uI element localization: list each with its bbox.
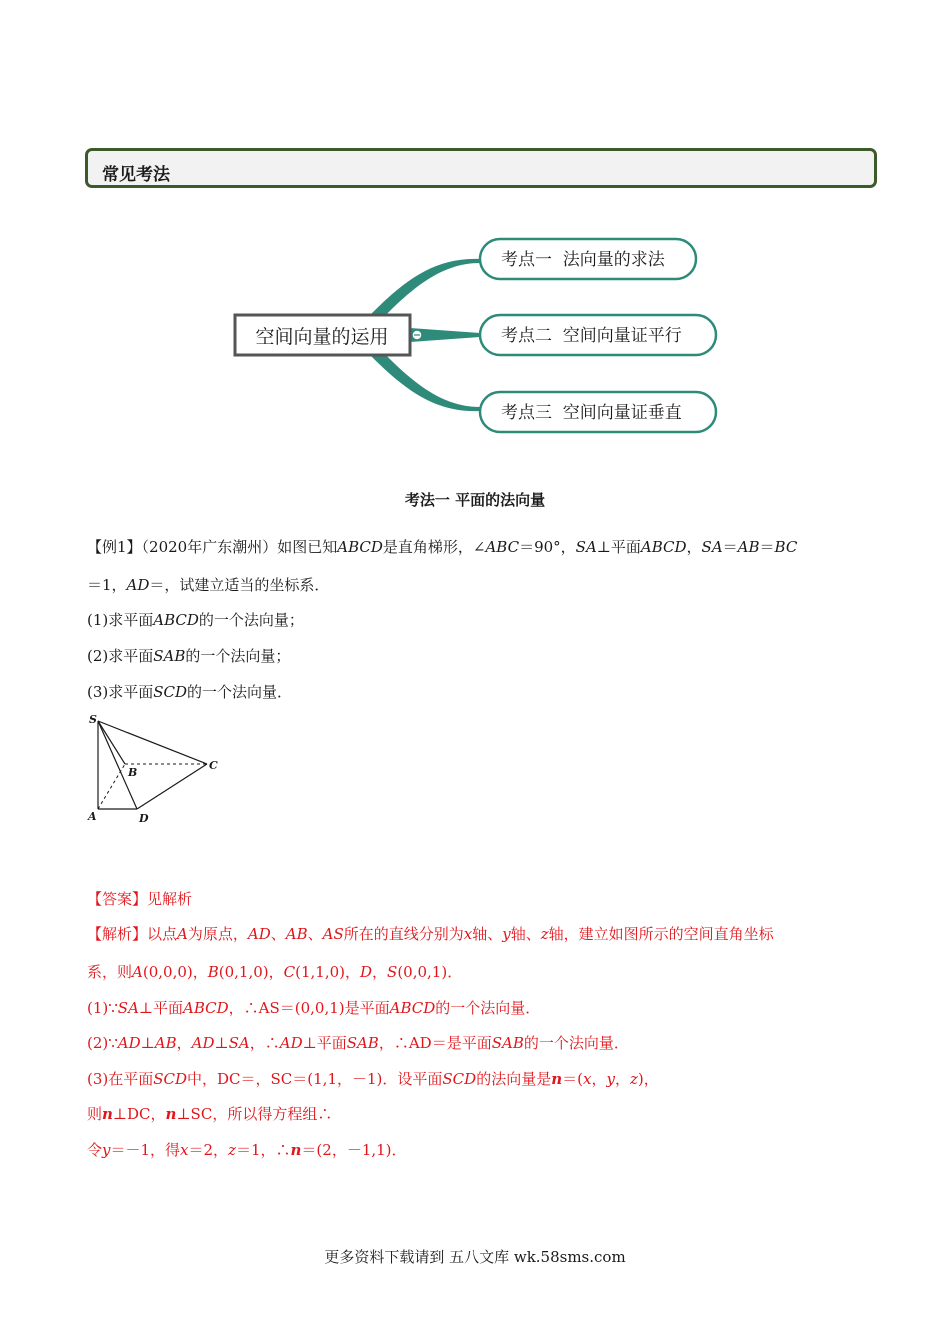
vertex-label-b: B <box>128 766 138 779</box>
vertex-label-s: S <box>89 713 97 726</box>
section-header <box>85 148 877 188</box>
vertex-label-d: D <box>139 812 149 825</box>
question-3: (3)求平面SCD的一个法向量． <box>87 683 293 701</box>
footer-download-note: 更多资料下载请到 五八文库 wk.58sms.com <box>324 1248 626 1266</box>
pyramid-figure <box>85 712 225 827</box>
question-2: (2)求平面SAB的一个法向量； <box>87 647 291 665</box>
mind-map-branch-2-label: 考点二 空间向量证平行 <box>501 326 682 346</box>
answer-line: 【答案】见解析 <box>87 890 193 908</box>
analysis-line-5: (3)在平面SCD中，DC＝，SC＝(1,1，－1)．设平面SCD的法向量是n＝(x，y，z)， <box>87 1070 659 1088</box>
vertex-label-a: A <box>88 810 97 823</box>
vertex-label-c: C <box>209 759 218 772</box>
analysis-line-6: 则n⊥DC，n⊥SC，所以得方程组∴ <box>87 1105 333 1123</box>
analysis-line-7: 令y＝－1，得x＝2，z＝1，∴n＝(2，－1,1)． <box>87 1141 407 1159</box>
mind-map <box>230 235 725 440</box>
mind-map-connector-top <box>370 259 480 323</box>
analysis-line-4: (2)∵AD⊥AB，AD⊥SA，∴AD⊥平面SAB，∴AD＝是平面SAB的一个法向量． <box>87 1034 629 1052</box>
example-line-2: ＝1，AD＝，试建立适当的坐标系． <box>87 576 330 594</box>
mind-map-branch-3-label: 考点三 空间向量证垂直 <box>501 403 682 423</box>
section-title: 常见考法 <box>102 165 170 185</box>
analysis-line-1: 【解析】以点A为原点，AD、AB、AS所在的直线分别为x轴、y轴、z轴，建立如图所示的空间直角坐标 <box>87 925 774 943</box>
mind-map-center-label: 空间向量的运用 <box>255 326 389 348</box>
mind-map-connector-bottom <box>370 347 480 411</box>
example-line-1: 【例1】（2020年广东潮州）如图已知ABCD是直角梯形，∠ABC＝90°，SA⊥平面ABCD，SA＝AB＝BC <box>87 538 798 556</box>
question-1: (1)求平面ABCD的一个法向量； <box>87 611 304 629</box>
analysis-line-3: (1)∵SA⊥平面ABCD，∴AS＝(0,0,1)是平面ABCD的一个法向量． <box>87 999 541 1017</box>
mind-map-branch-1-label: 考点一 法向量的求法 <box>501 250 665 270</box>
method-title: 考法一 平面的法向量 <box>404 491 546 509</box>
analysis-line-2: 系，则A(0,0,0)，B(0,1,0)，C(1,1,0)，D，S(0,0,1)． <box>87 963 463 981</box>
